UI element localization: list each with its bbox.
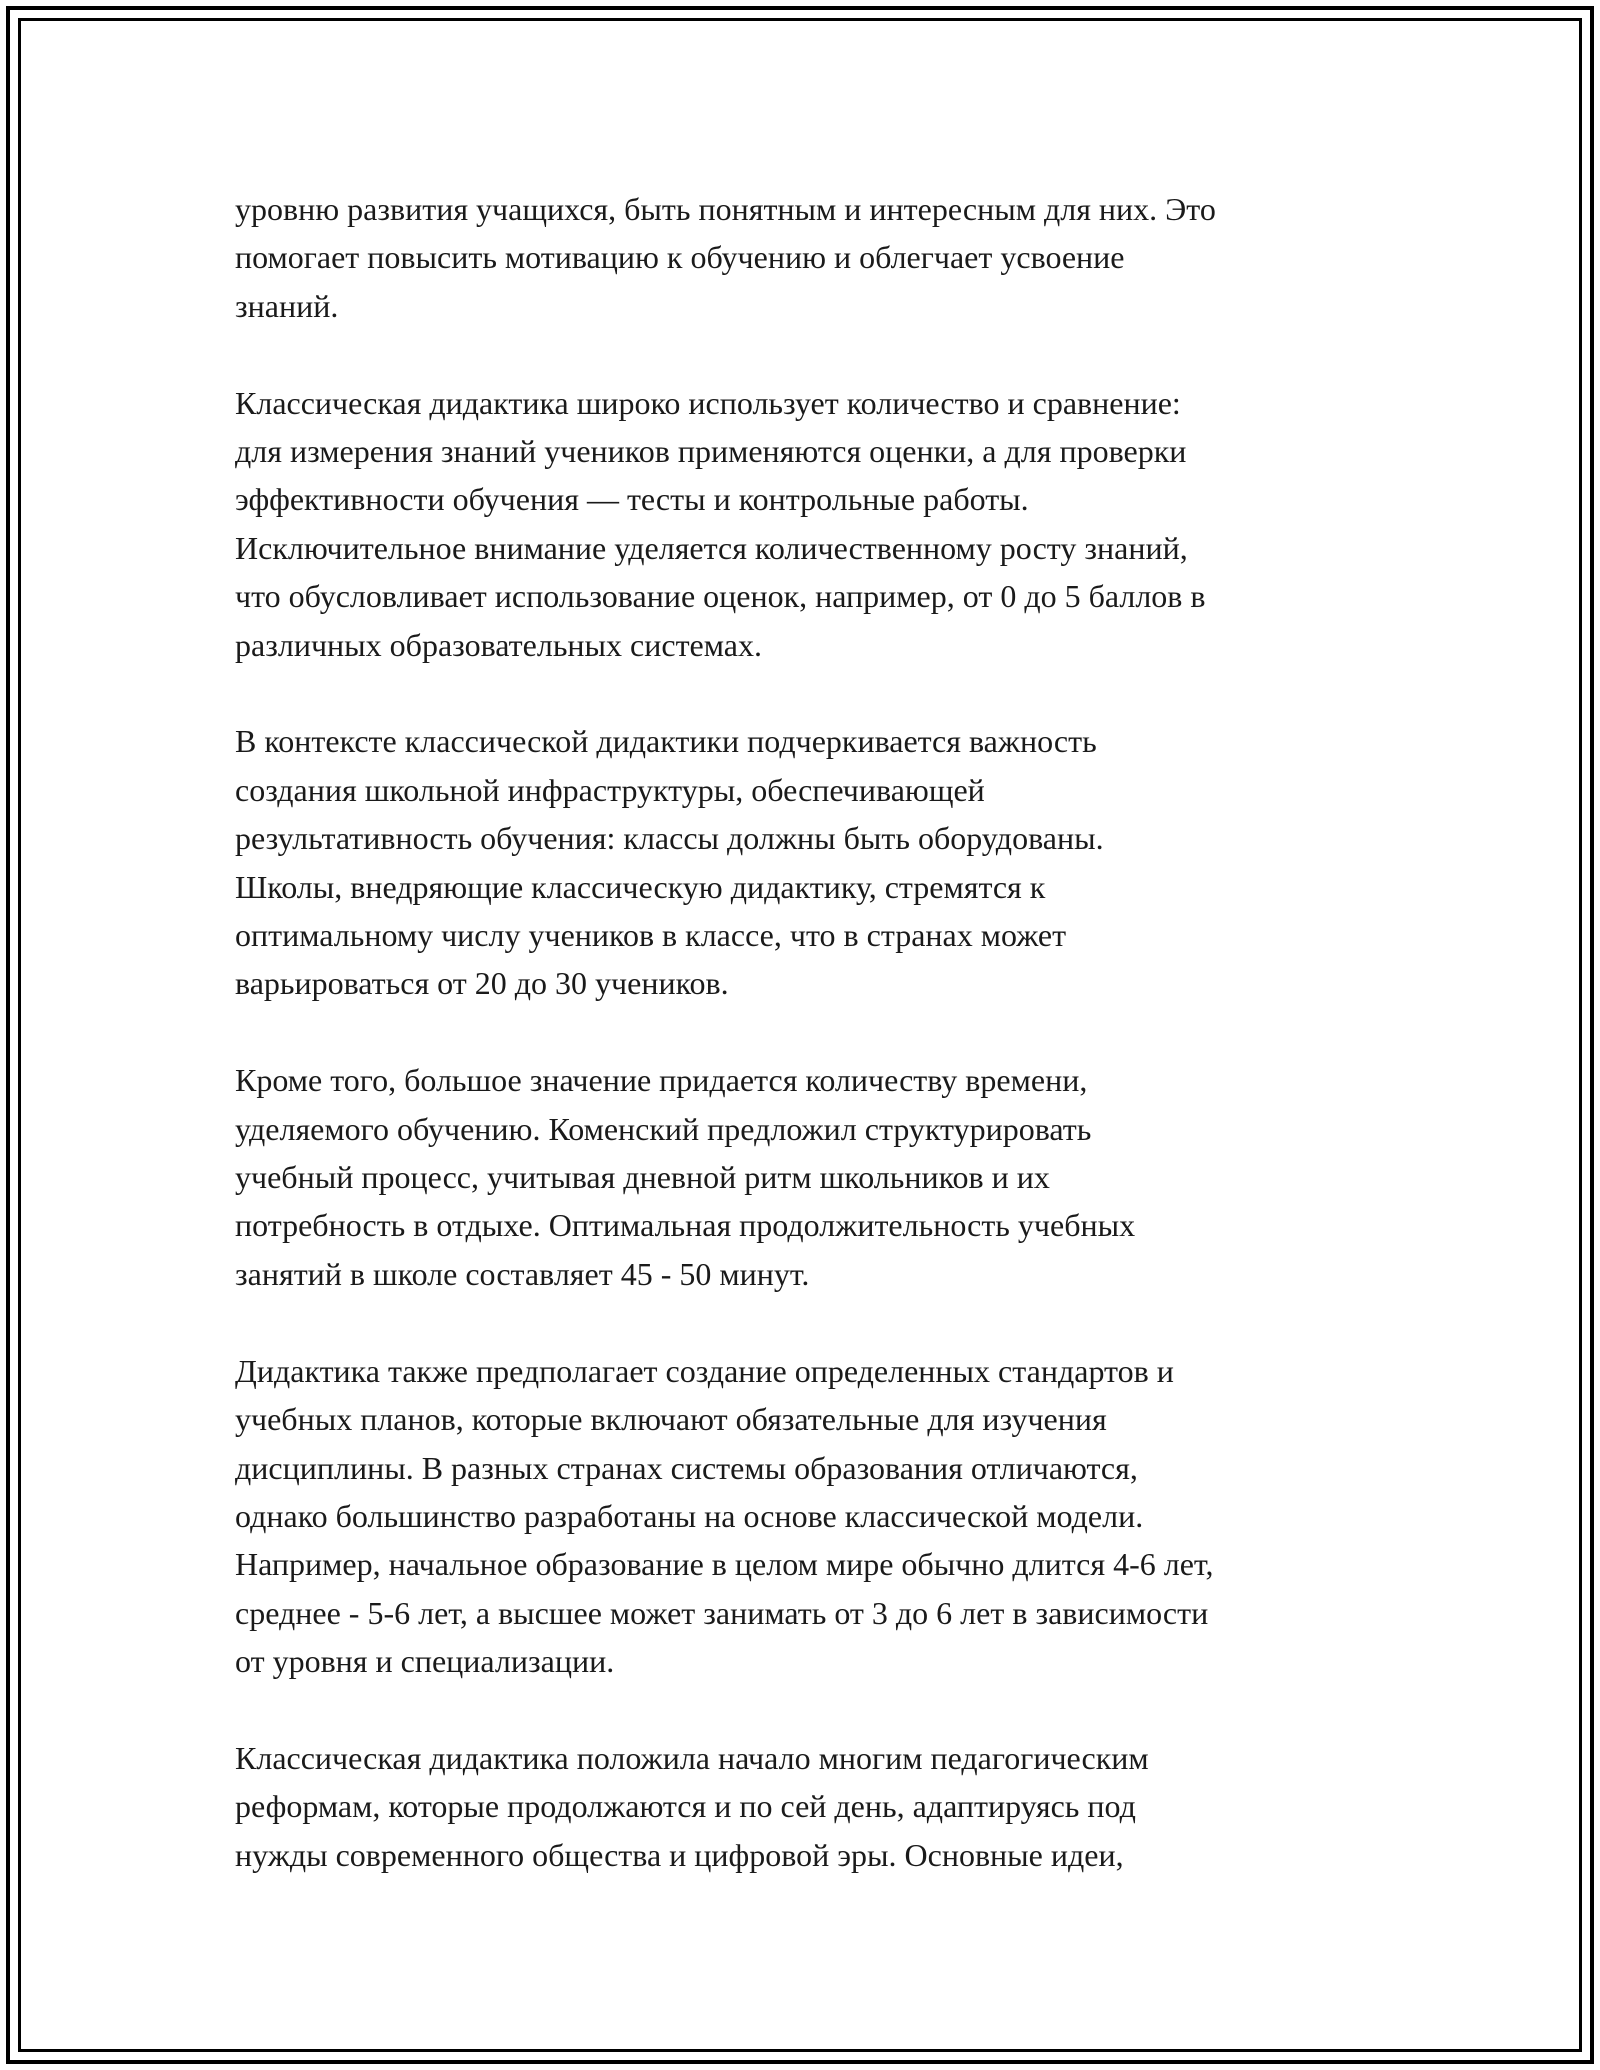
paragraph-learning-accessibility: уровню развития учащихся, быть понятным и интересным для них. Это помогает повысить мотивацию к обучению и облегчает усвоение знаний. — [235, 191, 1216, 324]
paragraph-pedagogical-reforms: Классическая дидактика положила начало многим педагогическим реформам, которые продолжаются и по сей день, адаптируясь под нужды современного общества и цифровой эры. Основные идеи, — [235, 1739, 1149, 1873]
paragraph-quantity-and-comparison: Классическая дидактика широко использует количество и сравнение: для измерения знаний учеников применяются оценки, а для проверки эффективности обучения — тесты и контрольные работы. Исключительное внимание уделяется количественному росту знаний, что обусловливает использование оценок, например, от 0 до 5 баллов в различных образовательных системах. — [235, 384, 1206, 663]
document-body — [235, 185, 1375, 1879]
paragraph-standards-and-curricula: Дидактика также предполагает создание определенных стандартов и учебных планов, которые включают обязательные для изучения дисциплины. В разных странах системы образования отличаются, однако большинство разработаны на основе классической модели. Например, начальное образование в целом мире обычно длится 4-6 лет, среднее - 5-6 лет, а высшее может занимать от 3 до 6 лет в зависимости от уровня и специализации. — [235, 1352, 1214, 1680]
paragraph-learning-time: Кроме того, большое значение придается количеству времени, уделяемого обучению. Коменский предложил структурировать учебный процесс, учитывая дневной ритм школьников и их потребность в отдыхе. Оптимальная продолжительность учебных занятий в школе составляет 45 - 50 минут. — [235, 1062, 1136, 1292]
paragraph-school-infrastructure: В контексте классической дидактики подчеркивается важность создания школьной инфраструктуры, обеспечивающей результативность обучения: классы должны быть оборудованы. Школы, внедряющие классическую дидактику, стремятся к оптимальному числу учеников в классе, что в странах может варьироваться от 20 до 30 учеников. — [235, 723, 1104, 1002]
